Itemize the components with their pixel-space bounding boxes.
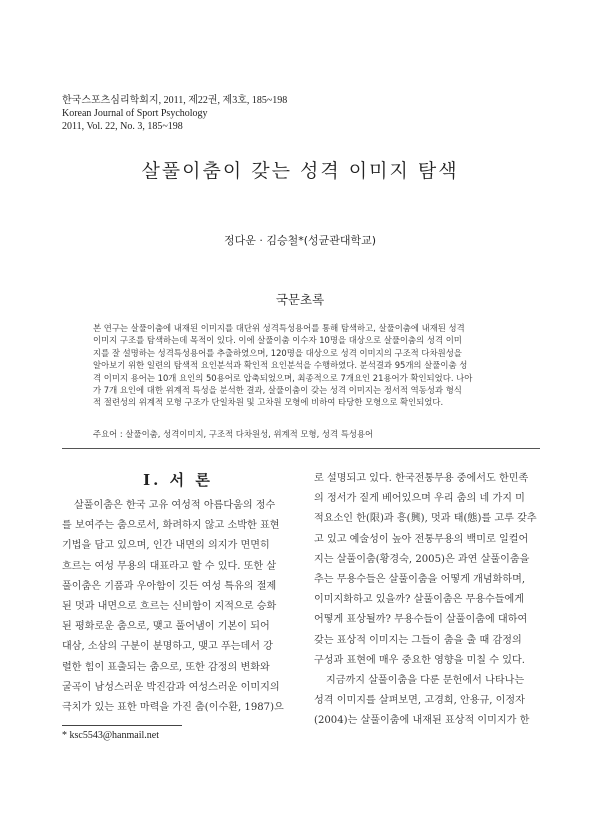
keywords: 주요어 : 살풀이춤, 성격이미지, 구조적 다차원성, 위계적 모형, 성격 특성용어 <box>93 429 374 439</box>
paper-title: 살풀이춤이 갖는 성격 이미지 탐색 <box>141 160 459 182</box>
left-column <box>62 496 300 718</box>
body-line: 지금까지 살풀이춤을 다룬 문헌에서 나타나는 <box>326 674 525 686</box>
body-line: 를 보여주는 춤으로서, 화려하지 않고 소박한 표현 <box>62 520 280 532</box>
body-line: 된 평화로운 춤으로, 맺고 풀어냄이 기본이 되어 <box>62 621 270 633</box>
abstract-line: 가 7개 요인에 대한 위계적 특성을 분석한 결과, 살풀이춤이 갖는 성격 이미지는 정서적 역동성과 형식 <box>93 385 462 396</box>
body-line: 추는 무용수들은 살풀이춤을 어떻게 개념화하며, <box>314 573 526 585</box>
body-line: 흐르는 여성 무용의 대표라고 할 수 있다. 또한 살 <box>62 560 277 572</box>
body-line: 고 있고 예술성이 높아 전통무용의 백미로 일컬어 <box>314 533 529 545</box>
right-column <box>314 469 542 731</box>
abstract-line: 격 이미지 용어는 10개 요인의 50용어로 압축되었으며, 최종적으로 7개요인 21용어가 확인되었다. 나아 <box>93 372 473 383</box>
abstract-line: 알아보기 위한 일련의 탐색적 요인분석과 확인적 요인분석을 수행하였다. 분석결과 95개의 살풀이춤 성 <box>93 360 468 371</box>
journal-header-line: 한국스포츠심리학회지, 2011, 제22권, 제3호, 185~198 <box>62 95 288 106</box>
abstract <box>93 322 513 409</box>
abstract-line: 지를 잘 설명하는 성격특성용어를 추출하였으며, 120명을 대상으로 성격 이미지의 구조적 다차원성을 <box>93 347 462 358</box>
body-line: 성격 이미지를 살펴보면, 고경희, 안용규, 이정자 <box>314 695 525 707</box>
section-heading: I. 서 론 <box>143 471 213 489</box>
body-line: 이미지화하고 있을까? 살풀이춤은 무용수들에게 <box>314 594 525 606</box>
body-line: 극치가 있는 표한 마력을 가진 춤(이수환, 1987)으 <box>62 701 284 713</box>
footnote-email: * ksc5543@hanmail.net <box>62 730 159 741</box>
body-line: 대삼, 소삼의 구분이 분명하고, 맺고 푸는데서 강 <box>62 641 273 653</box>
body-line: 렬한 힘이 표출되는 춤으로, 또한 감정의 변화와 <box>62 661 270 673</box>
journal-header-line: Korean Journal of Sport Psychology <box>62 108 208 119</box>
body-line: 살풀이춤은 한국 고유 여성적 아름다움의 정수 <box>74 500 276 511</box>
body-line: (2004)는 살풀이춤에 내재된 표상적 이미지가 한 <box>314 715 530 727</box>
body-line: 지는 살풀이춤(황경숙, 2005)은 과연 살풀이춤을 <box>314 553 530 565</box>
body-line: 어떻게 표상될까? 무용수들이 살풀이춤에 대하여 <box>314 614 528 626</box>
body-line: 기법을 담고 있으며, 인간 내면의 의지가 면면히 <box>62 540 270 552</box>
footnote-rule <box>62 725 182 726</box>
body-line: 풀이춤은 기품과 우아함이 깃든 여성 특유의 절제 <box>62 580 277 592</box>
body-line: 적요소인 한(限)과 흥(興), 멋과 태(態)를 고루 갖추 <box>314 513 537 525</box>
body-line: 로 설명되고 있다. 한국전통무용 중에서도 한민족 <box>314 473 529 484</box>
body-line: 된 멋과 내면으로 흐르는 신비함이 지적으로 승화 <box>62 600 277 612</box>
body-line: 구성과 표현에 매우 중요한 영향을 미칠 수 있다. <box>314 654 525 666</box>
body-line: 갖는 표상적 이미지는 그들이 춤을 출 때 감정의 <box>314 634 522 646</box>
journal-header-line: 2011, Vol. 22, No. 3, 185~198 <box>62 121 183 132</box>
abstract-line: 이미지 구조를 탐색하는데 목적이 있다. 이에 살풀이춤 이수자 10명을 대상으로 살풀이춤의 성격 이미 <box>93 335 462 346</box>
abstract-line: 적 절련성의 위계적 모형 구조가 단일차원 및 고차원 모형에 비하여 타당한 모형으로 확인되었다. <box>93 397 444 408</box>
section-divider <box>62 448 540 449</box>
authors: 정다운 · 김승철*(성균관대학교) <box>223 234 377 247</box>
journal-header <box>62 94 287 133</box>
abstract-heading: 국문초록 <box>275 292 325 307</box>
abstract-line: 본 연구는 살풀이춤에 내재된 이미지를 대단위 성격특성용어를 통해 탐색하고, 살풀이춤에 내재된 성격 <box>93 323 465 333</box>
body-line: 굴곡이 남성스러운 박진감과 여성스러운 이미지의 <box>62 681 280 693</box>
body-line: 의 정서가 짙게 베어있으며 우리 춤의 네 가지 미 <box>314 493 525 505</box>
